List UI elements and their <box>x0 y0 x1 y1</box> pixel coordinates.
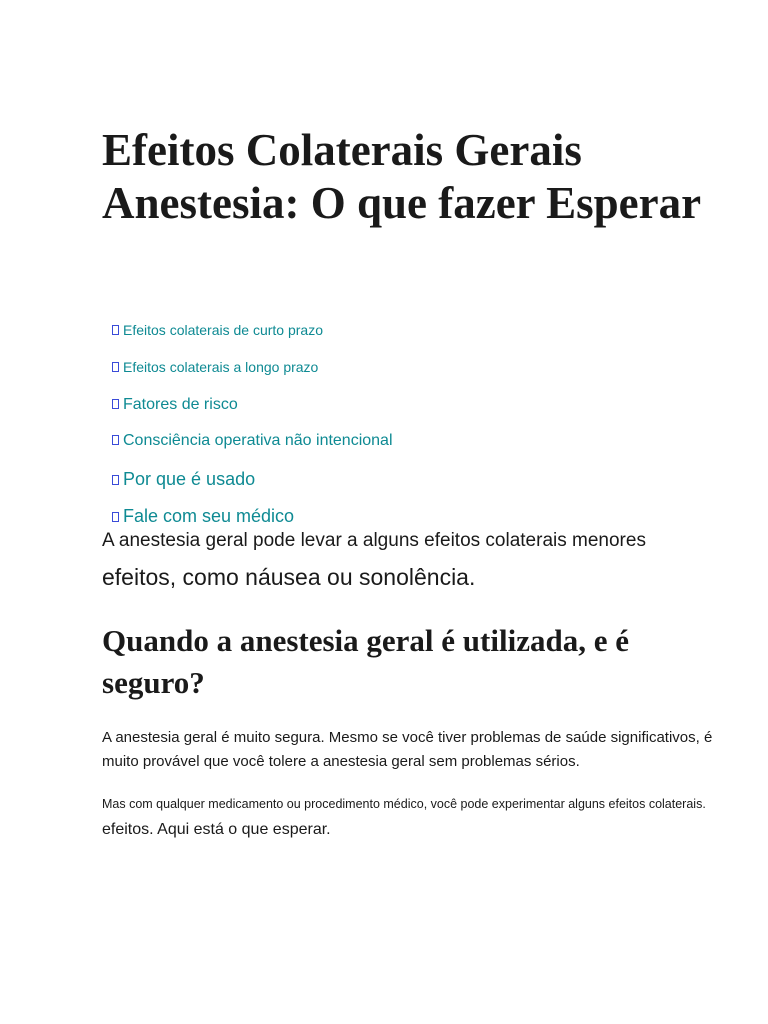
bullet-icon <box>112 512 119 522</box>
bullet-icon <box>112 399 119 409</box>
toc-link[interactable]: Efeitos colaterais a longo prazo <box>123 359 319 375</box>
toc-link[interactable]: Efeitos colaterais de curto prazo <box>123 322 323 338</box>
bullet-icon <box>112 362 119 372</box>
toc-item-why-used[interactable] <box>112 469 255 490</box>
bullet-icon <box>112 325 119 335</box>
toc-link[interactable]: Por que é usado <box>123 469 256 489</box>
toc-item-short-term[interactable] <box>112 322 323 338</box>
closing-text-line2: efeitos. Aqui está o que esperar. <box>102 821 331 838</box>
bullet-icon <box>112 435 119 445</box>
toc-link[interactable]: Consciência operativa não intencional <box>123 432 393 449</box>
toc-item-long-term[interactable] <box>112 359 318 375</box>
toc-link[interactable]: Fatores de risco <box>123 396 238 413</box>
page-title: Efeitos Colaterais Gerais Anestesia: O que fazer Esperar <box>102 125 702 228</box>
intro-text-line1: A anestesia geral pode levar a alguns efeitos colaterais menores <box>102 530 646 551</box>
toc-item-awareness[interactable] <box>112 432 393 450</box>
safety-paragraph: A anestesia geral é muito segura. Mesmo se você tiver problemas de saúde significativos, é muito provável que você tolere a anestesia geral sem problemas sérios. <box>102 729 713 770</box>
closing-text-line1: Mas com qualquer medicamento ou procedimento médico, você pode experimentar alguns efeitos colaterais. <box>102 797 706 811</box>
section-heading: Quando a anestesia geral é utilizada, e é seguro? <box>102 623 629 700</box>
toc-item-risk-factors[interactable] <box>112 396 238 414</box>
intro-text-line2: efeitos, como náusea ou sonolência. <box>102 564 476 590</box>
bullet-icon <box>112 475 119 485</box>
toc-link[interactable]: Fale com seu médico <box>123 506 295 526</box>
toc-item-talk-to-doctor[interactable] <box>112 506 294 527</box>
